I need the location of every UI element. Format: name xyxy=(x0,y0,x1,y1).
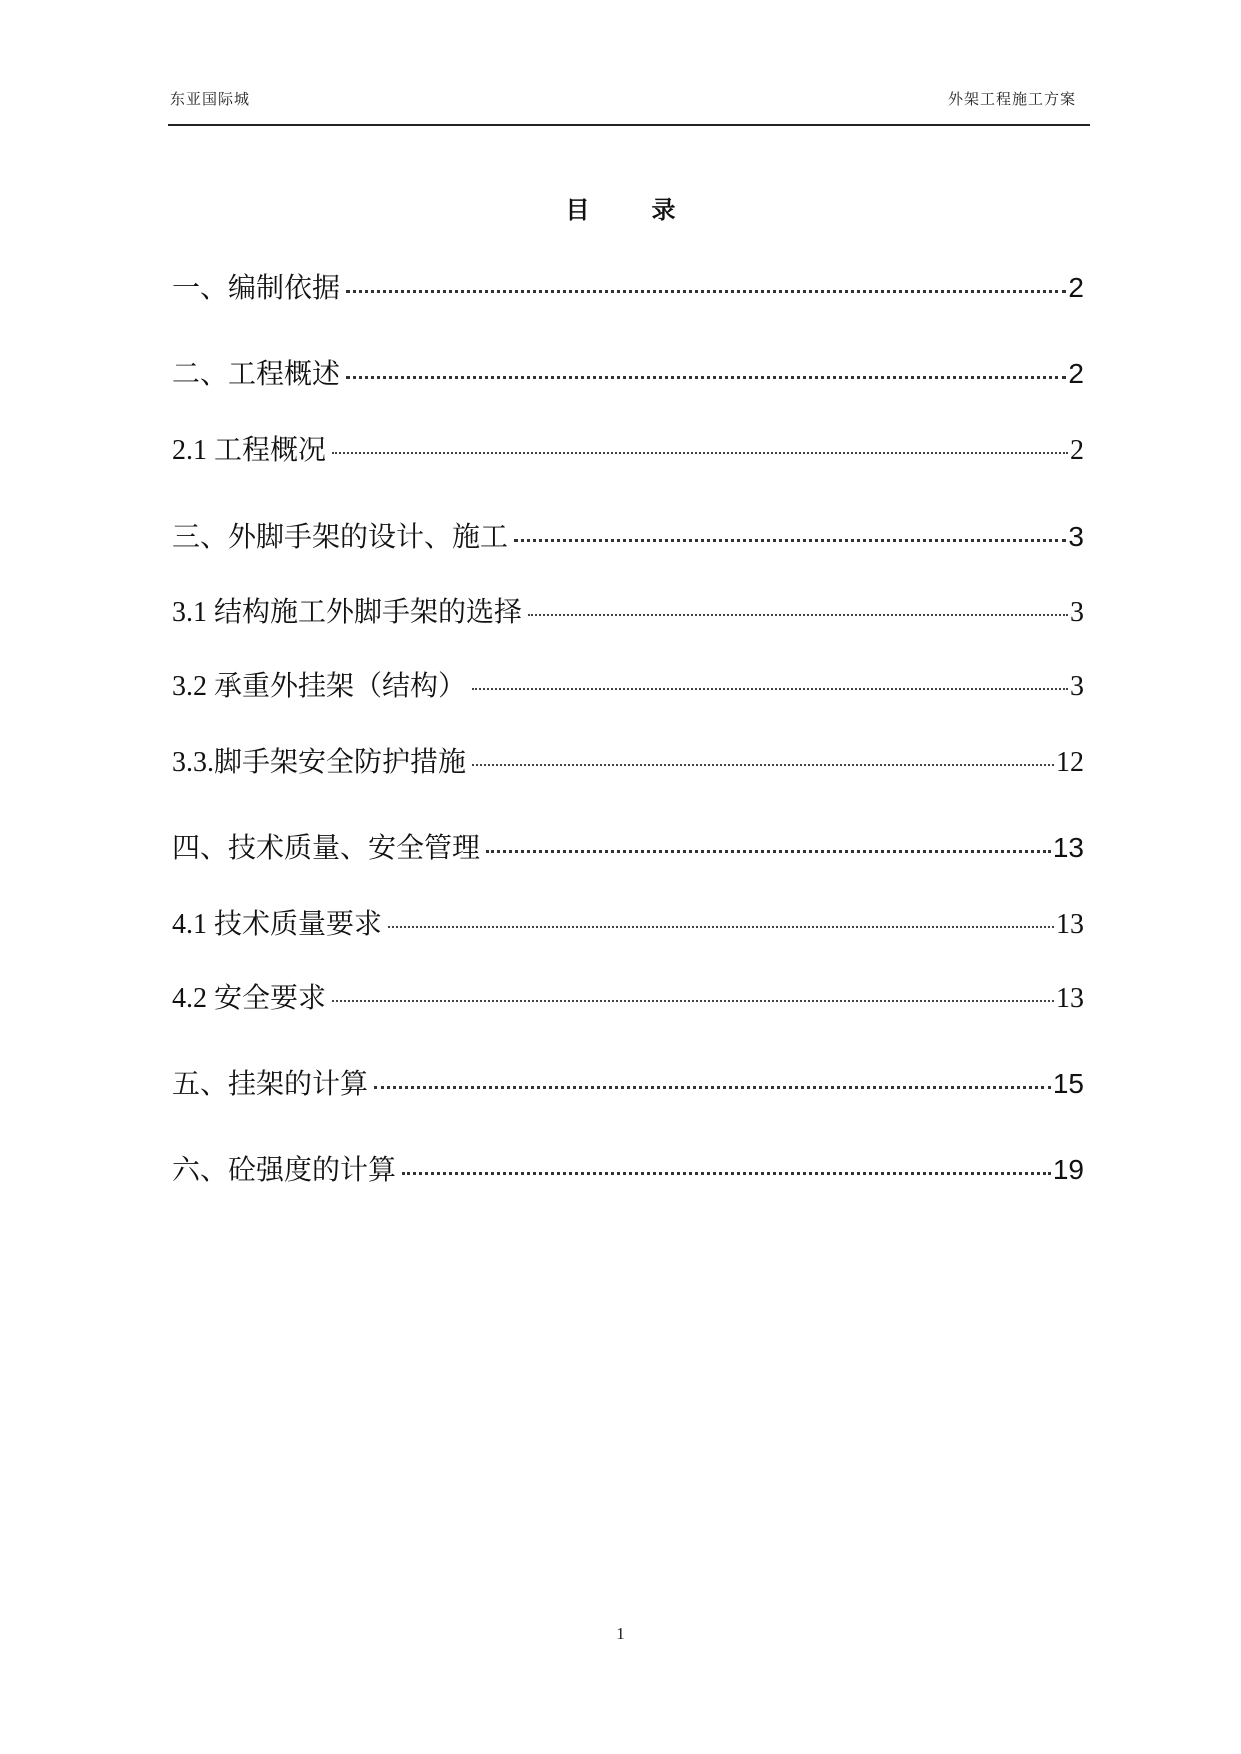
toc-entry-label: 3.3.脚手架安全防护措施 xyxy=(172,747,467,778)
header-document-title: 外架工程施工方案 xyxy=(947,90,1076,108)
toc-entry-label: 2.1 工程概况 xyxy=(172,435,327,466)
toc-entry-3-1[interactable] xyxy=(172,590,1084,630)
toc-entry-label: 3.1 结构施工外脚手架的选择 xyxy=(172,597,523,628)
toc-title xyxy=(0,190,1241,225)
toc-entry-4[interactable] xyxy=(172,826,1084,866)
toc-entry-4-1[interactable] xyxy=(172,902,1084,942)
toc-entry-label: 五、挂架的计算 xyxy=(172,1067,369,1100)
dot-leader xyxy=(514,539,1066,542)
dot-leader xyxy=(346,376,1066,379)
toc-entry-label: 二、工程概述 xyxy=(172,357,341,390)
toc-title-char-2: 录 xyxy=(651,196,676,224)
toc-entry-label: 四、技术质量、安全管理 xyxy=(172,831,481,864)
toc-entry-2-1[interactable] xyxy=(172,428,1084,468)
toc-entry-3[interactable] xyxy=(172,515,1084,555)
toc-entry-page: 12 xyxy=(1056,747,1084,778)
toc-entry-page: 2 xyxy=(1068,272,1084,303)
dot-leader xyxy=(472,688,1068,690)
toc-entry-label: 4.2 安全要求 xyxy=(172,983,327,1014)
toc-entry-label: 一、编制依据 xyxy=(172,271,341,304)
dot-leader xyxy=(486,850,1051,853)
dot-leader xyxy=(528,614,1068,616)
dot-leader xyxy=(332,1000,1054,1002)
toc-entry-6[interactable] xyxy=(172,1148,1084,1188)
toc-entry-page: 13 xyxy=(1056,983,1084,1014)
toc-entry-2[interactable] xyxy=(172,352,1084,392)
toc-entry-page: 13 xyxy=(1056,909,1084,940)
toc-title-char-1: 目 xyxy=(565,196,590,224)
dot-leader xyxy=(332,452,1068,454)
page-header xyxy=(168,0,1090,126)
dot-leader xyxy=(402,1172,1051,1175)
toc-entry-label: 3.2 承重外挂架（结构） xyxy=(172,671,467,702)
toc-entry-5[interactable] xyxy=(172,1062,1084,1102)
toc-entry-page: 2 xyxy=(1070,435,1084,466)
toc-entry-page: 15 xyxy=(1052,1068,1084,1099)
toc-entry-label: 4.1 技术质量要求 xyxy=(172,909,383,940)
dot-leader xyxy=(346,290,1066,293)
dot-leader xyxy=(388,926,1054,928)
toc-entry-page: 2 xyxy=(1068,358,1084,389)
toc-entry-3-3[interactable] xyxy=(172,740,1084,780)
dot-leader xyxy=(472,764,1054,766)
toc-entry-4-2[interactable] xyxy=(172,976,1084,1016)
toc-entry-3-2[interactable] xyxy=(172,664,1084,704)
toc-entry-label: 六、砼强度的计算 xyxy=(172,1153,397,1186)
dot-leader xyxy=(374,1086,1051,1089)
toc-entry-page: 19 xyxy=(1052,1154,1084,1185)
toc-entry-1[interactable] xyxy=(172,266,1084,306)
toc-entry-page: 3 xyxy=(1068,521,1084,552)
toc-entry-page: 3 xyxy=(1070,597,1084,628)
toc-entry-page: 13 xyxy=(1052,832,1084,863)
toc-entry-label: 三、外脚手架的设计、施工 xyxy=(172,520,509,553)
header-project-name: 东亚国际城 xyxy=(170,90,251,108)
page-number: 1 xyxy=(616,1624,625,1643)
toc-entry-page: 3 xyxy=(1070,671,1084,702)
